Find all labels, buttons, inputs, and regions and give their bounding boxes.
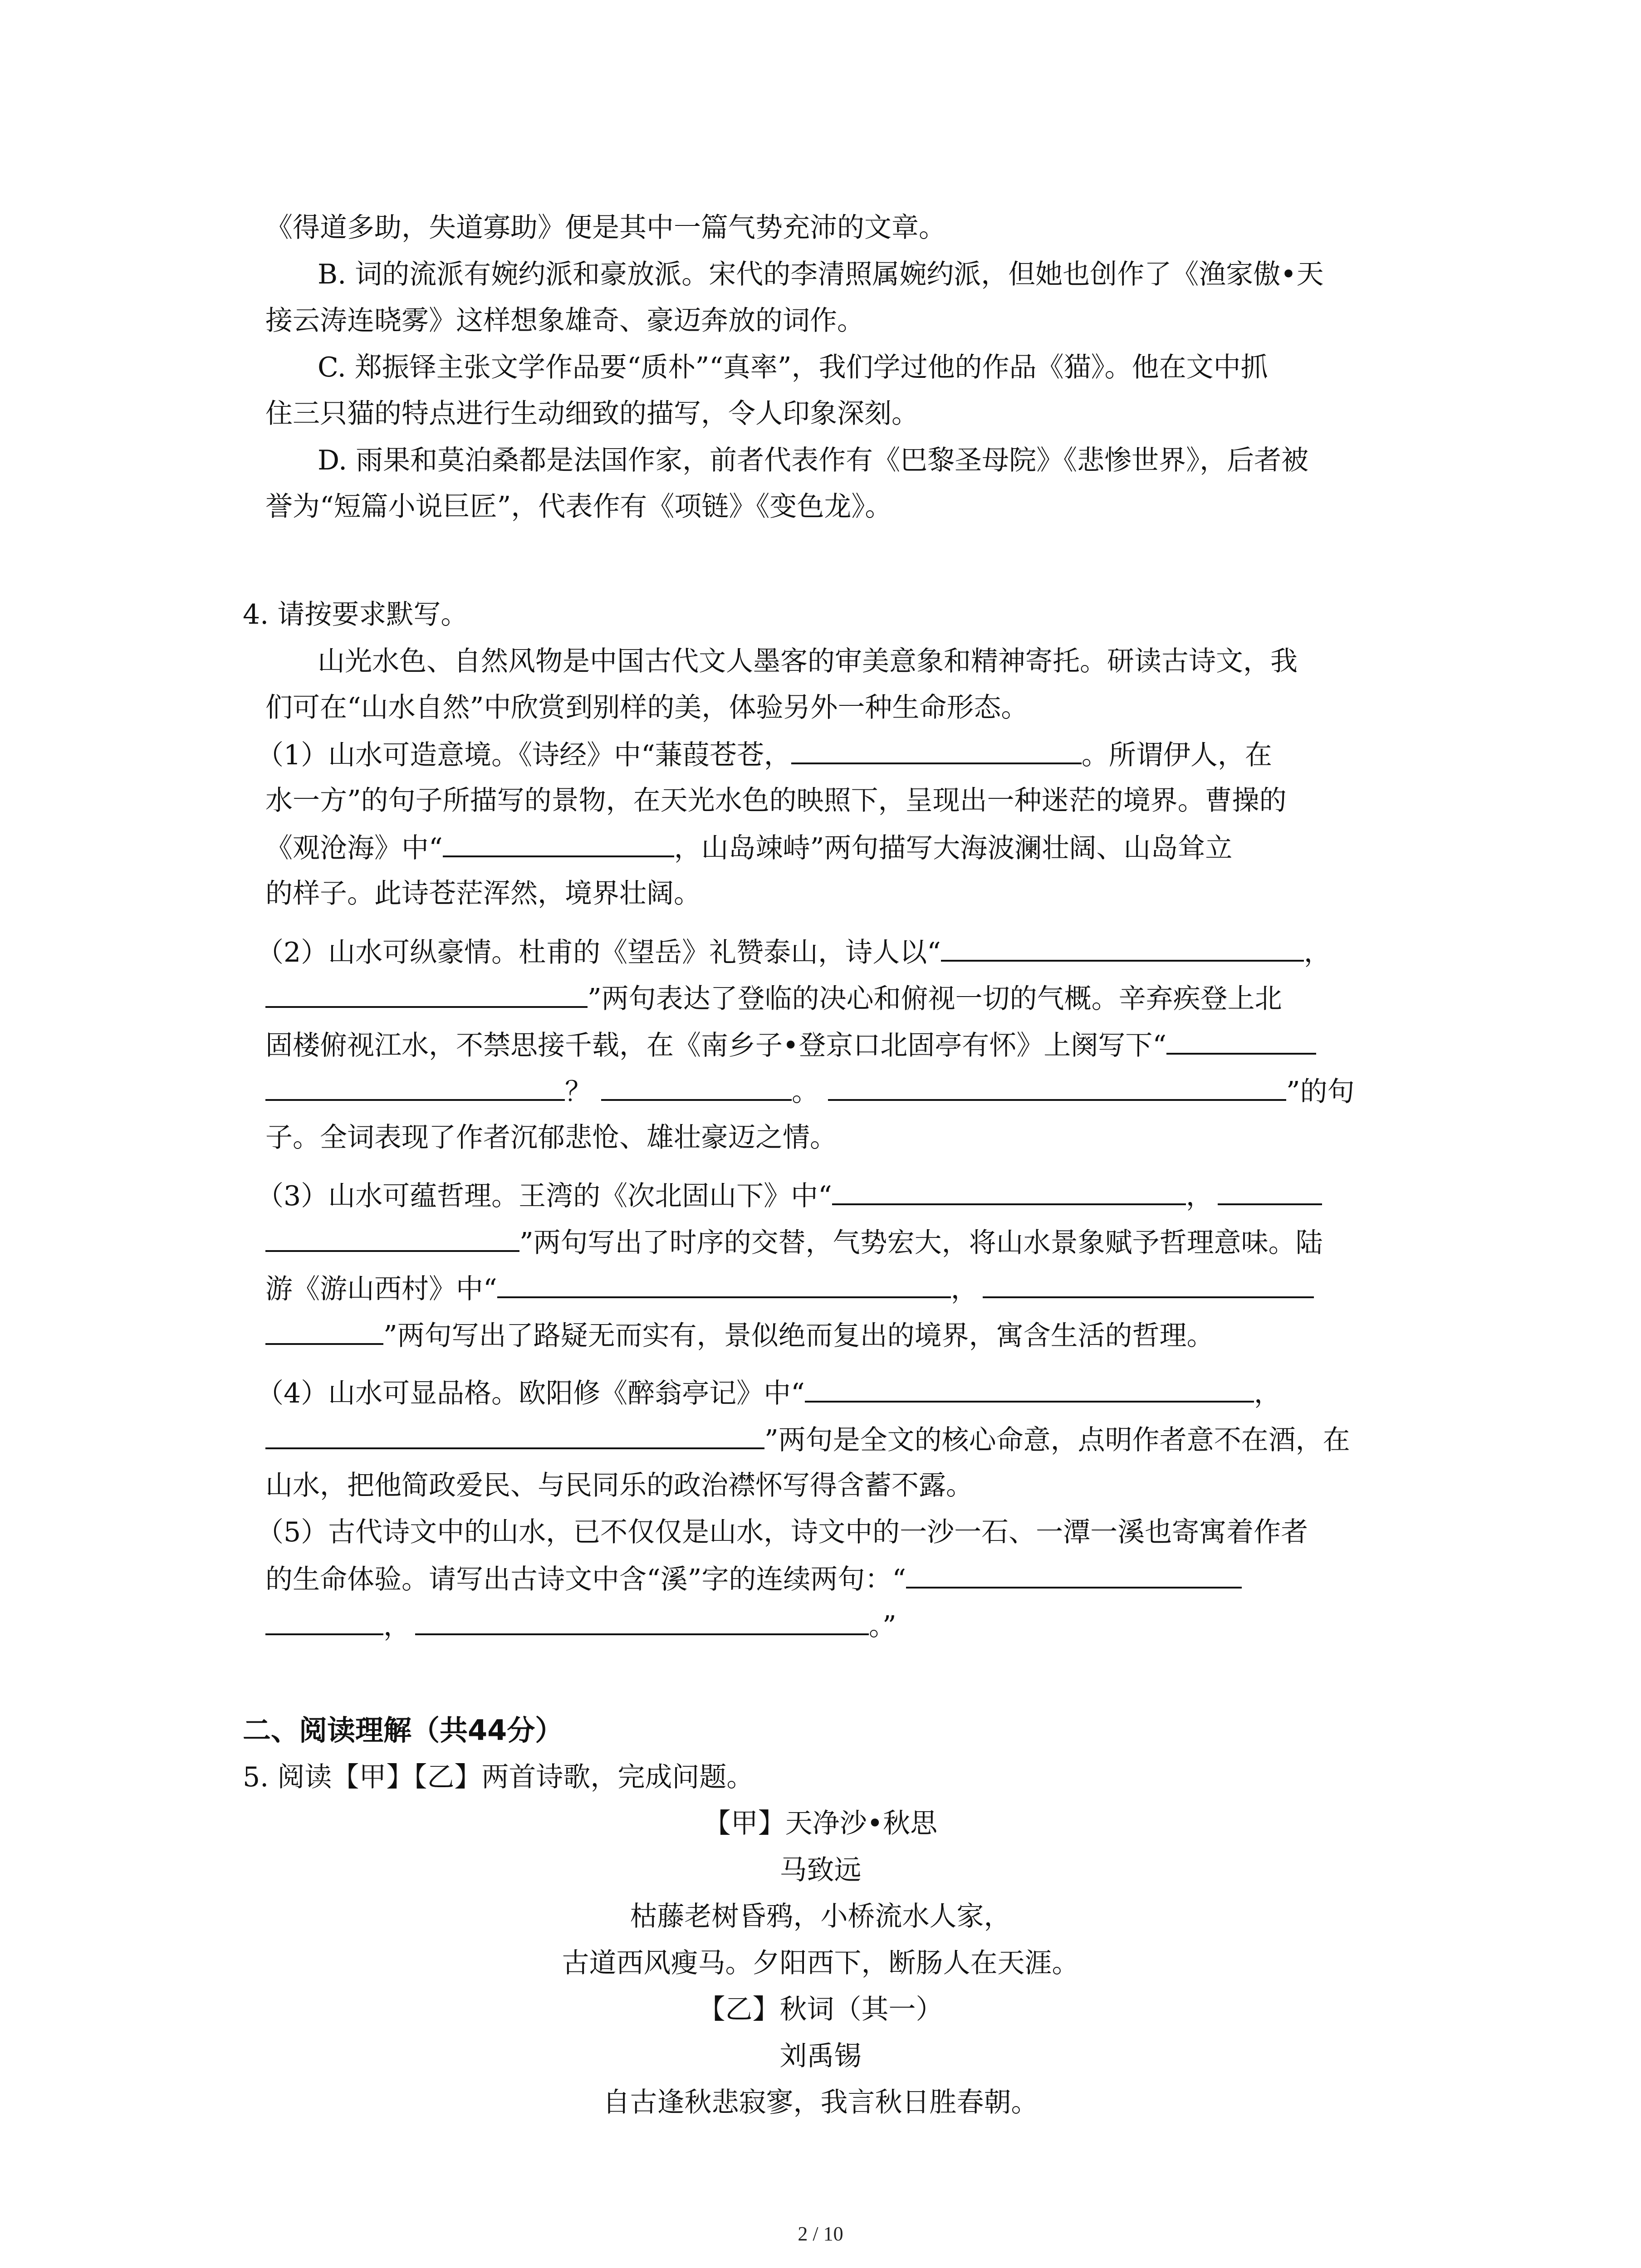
q4-part2-line5: 子。全词表现了作者沉郁悲怆、雄壮豪迈之情。 — [265, 1122, 837, 1154]
q3-option-c-line1: C. 郑振铎主张文学作品要“质朴”“真率”，我们学过他的作品《猫》。他在文中抓 — [318, 352, 1268, 383]
q4-part1-text-a: （1）山水可造意境。《诗经》中“蒹葭苍苍， — [256, 739, 791, 771]
q4-part4-line2 — [265, 1421, 1350, 1458]
fill-blank[interactable] — [265, 1073, 565, 1101]
q4-part4-text-b: ， — [1254, 1378, 1281, 1409]
q4-part1-text-b: 。所谓伊人，在 — [1081, 739, 1272, 771]
q4-part1-line3 — [265, 829, 1232, 866]
section2-heading: 二、阅读理解（共44分） — [243, 1714, 563, 1747]
poem1-author: 马致远 — [779, 1854, 862, 1886]
q4-part5-text-d: 。” — [869, 1610, 896, 1642]
q4-part2-line3 — [265, 1026, 1316, 1064]
q4-part4-line3: 山水，把他简政爱民、与民同乐的政治襟怀写得含蓄不露。 — [265, 1470, 973, 1501]
q4-part3-line4 — [265, 1317, 1214, 1354]
q4-part5-text-c: ， — [383, 1610, 411, 1642]
q4-part3-text-b: ， — [1185, 1180, 1213, 1212]
q4-part4-text-c: ”两句是全文的核心命意，点明作者意不在酒，在 — [764, 1424, 1350, 1456]
q4-part3-line3 — [265, 1270, 1314, 1307]
q4-part1-text-e: ，山岛竦峙”两句描写大海波澜壮阔、山岛耸立 — [674, 832, 1233, 864]
q4-part2-line1 — [256, 934, 1331, 971]
q3-option-b-line1: B. 词的流派有婉约派和豪放派。宋代的李清照属婉约派，但她也创作了《渔家傲•天 — [318, 259, 1324, 290]
fill-blank[interactable] — [415, 1607, 869, 1635]
q4-part1-line4: 的样子。此诗苍茫浑然，境界壮阔。 — [265, 878, 701, 909]
q4-part2-line4 — [265, 1073, 1355, 1110]
poem2-line1: 自古逢秋悲寂寥，我言秋日胜春朝。 — [603, 2087, 1038, 2118]
poem2-title: 【乙】秋词（其一） — [698, 1994, 943, 2025]
q3-option-a-continuation: 《得道多助，失道寡助》便是其中一篇气势充沛的文章。 — [265, 212, 946, 244]
q4-part1-line2: 水一方”的句子所描写的景物，在天光水色的映照下，呈现出一种迷茫的境界。曹操的 — [265, 785, 1287, 816]
fill-blank[interactable] — [1166, 1026, 1316, 1055]
poem1-line1: 枯藤老树昏鸦，小桥流水人家， — [630, 1901, 1011, 1932]
q4-part3-line1 — [256, 1177, 1322, 1214]
q3-option-b-line2: 接云涛连晓雾》这样想象雄奇、豪迈奔放的词作。 — [265, 305, 864, 337]
q4-part4-text-a: （4）山水可显品格。欧阳修《醉翁亭记》中“ — [256, 1378, 805, 1409]
q4-part2-text-g: ”的句 — [1286, 1076, 1355, 1108]
fill-blank[interactable] — [443, 829, 674, 857]
q4-part5-line1: （5）古代诗文中的山水，已不仅仅是山水，诗文中的一沙一石、一潭一溪也寄寓着作者 — [256, 1516, 1308, 1548]
fill-blank[interactable] — [832, 1177, 1186, 1205]
q4-part3-text-c: ”两句写出了时序的交替，气势宏大，将山水景象赋予哲理意味。陆 — [519, 1227, 1323, 1259]
q4-part2-text-e: ？ — [565, 1076, 592, 1108]
fill-blank[interactable] — [1218, 1177, 1322, 1205]
q3-option-c-line2: 住三只猫的特点进行生动细致的描写，令人印象深刻。 — [265, 398, 919, 430]
fill-blank[interactable] — [265, 1317, 383, 1345]
q4-part2-text-d: 固楼俯视江水，不禁思接千载，在《南乡子•登京口北固亭有怀》上阕写下“ — [265, 1030, 1167, 1061]
q4-part2-text-c: ”两句表达了登临的决心和俯视一切的气概。辛弃疾登上北 — [588, 983, 1282, 1015]
fill-blank[interactable] — [805, 1374, 1254, 1403]
q4-part1-text-d: 《观沧海》中“ — [265, 832, 443, 864]
q4-title: 4. 请按要求默写。 — [243, 599, 468, 631]
poem2-author: 刘禹锡 — [779, 2040, 862, 2072]
fill-blank[interactable] — [983, 1270, 1314, 1298]
q4-part3-text-f: ”两句写出了路疑无而实有，景似绝而复出的境界，寓含生活的哲理。 — [383, 1320, 1214, 1352]
q4-intro-line1: 山光水色、自然风物是中国古代文人墨客的审美意象和精神寄托。研读古诗文，我 — [318, 645, 1298, 677]
q3-option-d-line1: D. 雨果和莫泊桑都是法国作家，前者代表作有《巴黎圣母院》《悲惨世界》，后者被 — [318, 445, 1309, 476]
fill-blank[interactable] — [265, 1607, 383, 1635]
poem1-title: 【甲】天净沙•秋思 — [703, 1808, 938, 1839]
q4-part2-text-b: ， — [1303, 937, 1331, 968]
q4-part2-line2 — [265, 980, 1282, 1017]
q3-option-d-line2: 誉为“短篇小说巨匠”，代表作有《项链》《变色龙》。 — [265, 491, 892, 523]
fill-blank[interactable] — [941, 934, 1304, 962]
q4-part2-text-a: （2）山水可纵豪情。杜甫的《望岳》礼赞泰山，诗人以“ — [256, 937, 941, 968]
q4-part5-text-b: 的生命体验。请写出古诗文中含“溪”字的连续两句：“ — [265, 1564, 906, 1595]
q4-intro-line2: 们可在“山水自然”中欣赏到别样的美，体验另外一种生命形态。 — [265, 692, 1029, 723]
fill-blank[interactable] — [265, 1421, 764, 1449]
q4-part5-line2 — [265, 1560, 1242, 1598]
q4-part2-text-f: 。 — [792, 1076, 819, 1108]
fill-blank[interactable] — [601, 1073, 792, 1101]
q4-part3-line2 — [265, 1224, 1323, 1261]
poem1-line2: 古道西风瘦马。夕阳西下，断肠人在天涯。 — [562, 1947, 1079, 1979]
fill-blank[interactable] — [265, 980, 588, 1008]
fill-blank[interactable] — [828, 1073, 1286, 1101]
q4-part5-line3 — [265, 1607, 896, 1644]
fill-blank[interactable] — [497, 1270, 951, 1298]
fill-blank[interactable] — [265, 1224, 519, 1252]
fill-blank[interactable] — [906, 1560, 1242, 1589]
q4-part3-text-d: 游《游山西村》中“ — [265, 1273, 497, 1305]
q4-part3-text-a: （3）山水可蕴哲理。王湾的《次北固山下》中“ — [256, 1180, 832, 1212]
fill-blank[interactable] — [791, 736, 1082, 764]
q4-part3-text-e: ， — [950, 1273, 978, 1305]
page-number: 2 / 10 — [798, 2223, 843, 2245]
q4-part4-line1 — [256, 1374, 1281, 1412]
q4-part1-line1 — [256, 736, 1272, 773]
q5-title: 5. 阅读【甲】【乙】两首诗歌，完成问题。 — [243, 1761, 754, 1793]
